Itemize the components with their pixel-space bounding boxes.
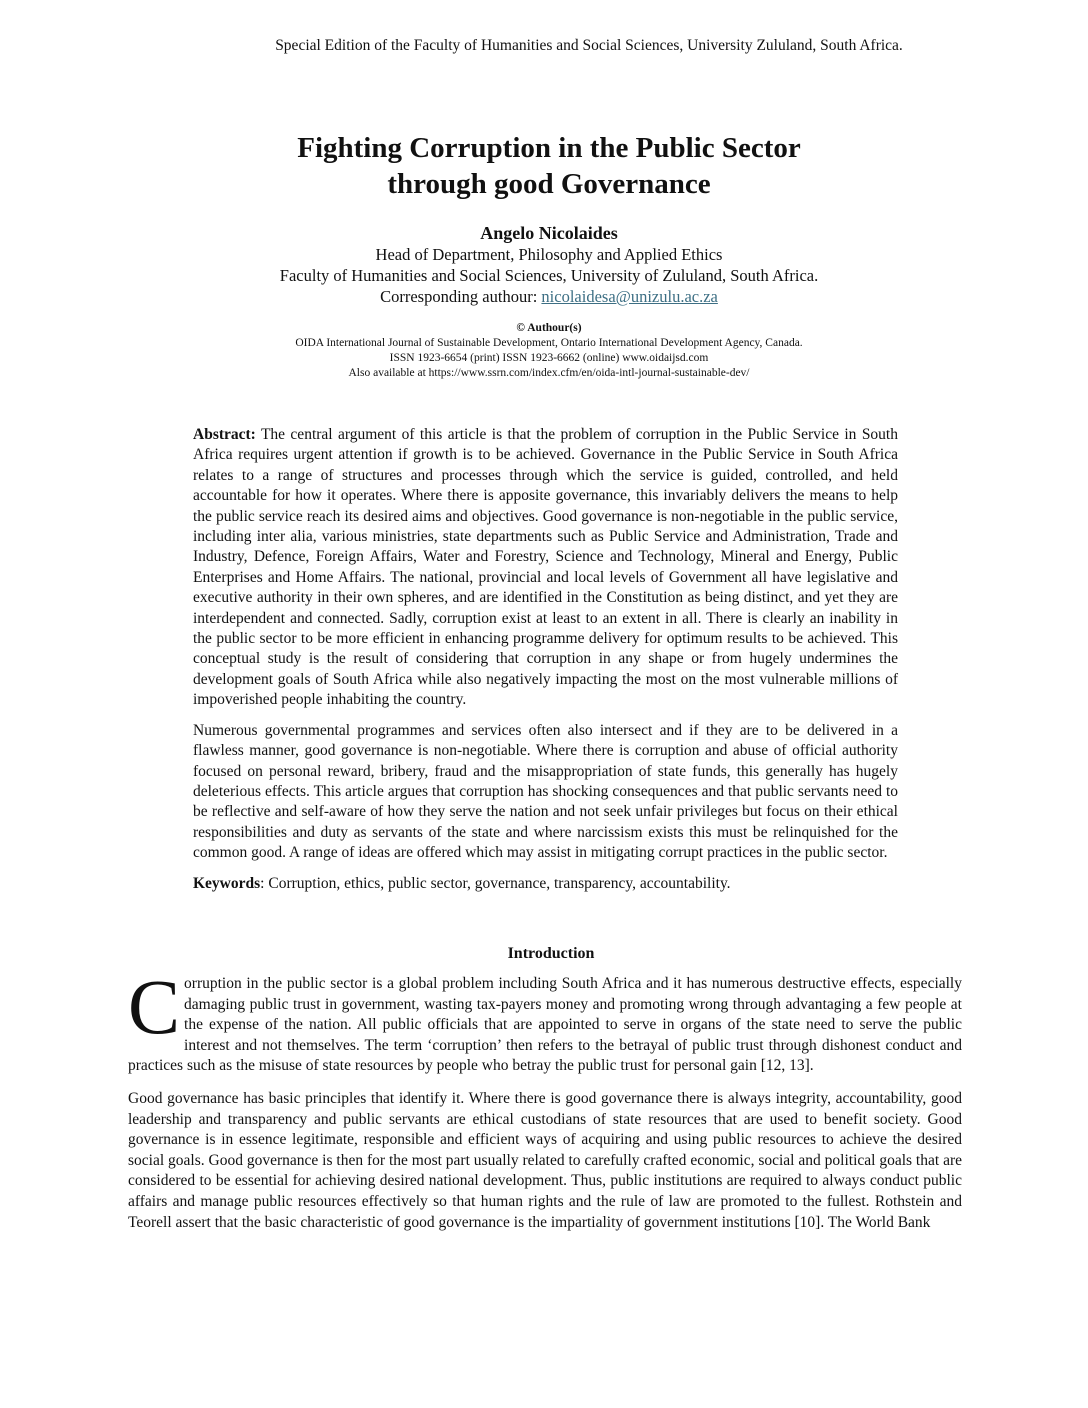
section-heading-introduction: Introduction <box>507 945 595 962</box>
author-position: Head of Department, Philosophy and Applied Ethics <box>375 245 723 264</box>
author-name: Angelo Nicolaides <box>480 223 618 243</box>
abstract-text-1: The central argument of this article is that the problem of corruption in the Public Service in South Africa requires urgent attention if growth is to be achieved. Governance in the Public Service in South Africa relates to a range of structures and processes through which the service is guided, controlled, and held accountable for how it operates. Where there is apposite governance, this invariably delivers the means to help the public service reach its desired aims and objectives. Good governance is non-negotiable in the public service, including inter alia, various ministries, state departments such as Public Service and Administration, Trade and Industry, Defence, Foreign Affairs, Water and Forestry, Science and Technology, Mineral and Energy, Public Enterprises and Home Affairs. The national, provincial and local levels of Government all have legislative and executive authority in their own spheres, and are identified in the Constitution as being distinct, and yet they are interdependent and connected. Sadly, corruption exist at least to an extent in all. There is clearly an inability in the public sector to be more efficient in enhancing programme delivery for optimum results to be achieved. This conceptual study is the result of considering that corruption in any shape or from hugely undermines the development goals of South Africa while also negatively impacting the most on the most vulnerable millions of impoverished people inhabiting the country. <box>193 426 898 709</box>
dropcap-letter: C <box>128 963 181 1050</box>
keywords-label: Keywords <box>193 874 261 892</box>
intro-paragraph-2: Good governance has basic principles that identify it. Where there is good governance there is always integrity, accountability, good leadership and transparency and public servants are ethical custodians of state resources that are used to benefit society. Good governance is in essence legitimate, responsible and efficient ways of acquiring and using public resources to achieve the desired social goals. Good governance is then for the most part usually related to carefully crafted economic, social and political goals that are considered to be essential for achieving desired national development. Thus, public institutions are required to always conduct public affairs and manage public resources effectively so that human rights and the rule of law are promoted to the fullest. Rothstein and Teorell assert that the basic characteristic of good governance is the impartiality of government institutions [10]. The World Bank <box>128 1089 962 1231</box>
keywords-line <box>193 874 898 894</box>
introduction-body <box>128 963 962 1245</box>
intro-paragraph-1 <box>128 963 962 1077</box>
running-header: Special Edition of the Faculty of Humanities and Social Sciences, University Zululand, South Africa. <box>275 37 903 54</box>
copyright-notice: © Authour(s) <box>516 322 582 334</box>
corresponding-label: Corresponding authour: <box>380 287 542 306</box>
abstract-paragraph-1 <box>193 425 898 711</box>
email-link[interactable]: nicolaidesa@unizulu.ac.za <box>541 287 718 306</box>
author-affiliation: Faculty of Humanities and Social Sciences, University of Zululand, South Africa. <box>279 266 819 285</box>
corresponding-author <box>10 286 1088 307</box>
abstract-paragraph-2: Numerous governmental programmes and services often also intersect and if they are to be delivered in a flawless manner, good governance is non-negotiable. Where there is corruption and abuse of official authority focused on personal reward, bribery, fraud and the misappropriation of state funds, this generally has hugely deleterious effects. This article argues that corruption has shocking consequences and that public servants need to be reflective and self-aware of how they serve the nation and not seek unfair privileges but focus on their ethical responsibilities and duty as servants of the state and where narcissism exists this must be relinquished for the common good. A range of ideas are offered which may assist in mitigating corrupt practices in the public sector. <box>193 721 898 862</box>
publication-info <box>0 321 1088 381</box>
paper-title <box>0 130 1088 202</box>
author-block <box>0 222 1088 307</box>
issn-line: ISSN 1923-6654 (print) ISSN 1923-6662 (online) www.oidaijsd.com <box>389 352 709 364</box>
abstract-label: Abstract: <box>193 426 256 443</box>
title-line-2: through good Governance <box>387 168 711 200</box>
title-line-1: Fighting Corruption in the Public Sector <box>297 132 801 164</box>
keywords-text: : Corruption, ethics, public sector, governance, transparency, accountability. <box>260 874 731 892</box>
journal-name: OIDA International Journal of Sustainable Development, Ontario International Development Agency, Canada. <box>295 337 803 349</box>
availability-line: Also available at https://www.ssrn.com/index.cfm/en/oida-intl-journal-sustainable-dev/ <box>348 367 750 379</box>
abstract-section <box>193 425 898 904</box>
intro-text-1: orruption in the public sector is a global problem including South Africa and it has numerous destructive effects, especially damaging public trust in government, wasting tax-payers money and promoting wrong through advantaging a few people at the expense of the nation. All public officials that are appointed to serve in organs of the state need to serve the public interest and not themselves. The term ‘corruption’ then refers to the betrayal of public trust through dishonest conduct and practices such as the misuse of state resources by people who betray the public trust for personal gain [12, 13]. <box>128 975 962 1075</box>
